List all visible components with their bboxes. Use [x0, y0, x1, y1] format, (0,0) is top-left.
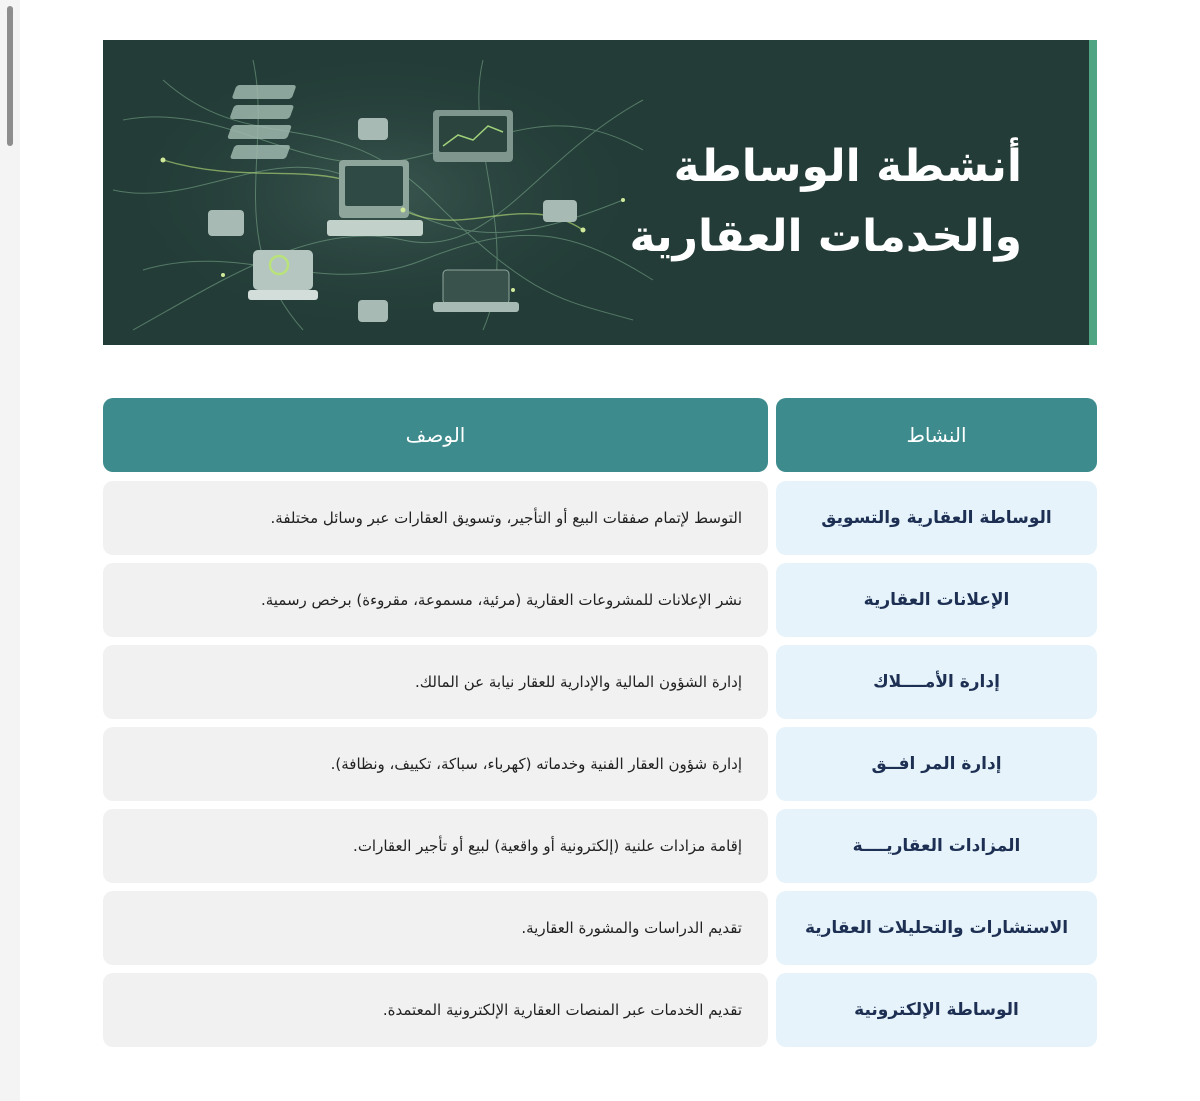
- table-row: [103, 481, 1097, 555]
- table-row: [103, 809, 1097, 883]
- banner-title: [502, 132, 1022, 272]
- header-banner: [103, 40, 1097, 345]
- activity-cell: الوساطة الإلكترونية: [776, 973, 1097, 1047]
- description-cell: تقديم الدراسات والمشورة العقارية.: [103, 891, 768, 965]
- activity-cell: المزادات العقاريــــة: [776, 809, 1097, 883]
- table-row: [103, 973, 1097, 1047]
- description-cell: إدارة شؤون العقار الفنية وخدماته (كهرباء، سباكة، تكييف، ونظافة).: [103, 727, 768, 801]
- table-row: [103, 891, 1097, 965]
- table-row: [103, 645, 1097, 719]
- activity-cell: إدارة الأمــــلاك: [776, 645, 1097, 719]
- activity-cell: الاستشارات والتحليلات العقارية: [776, 891, 1097, 965]
- banner-title-line-1: أنشطة الوساطة: [673, 141, 1022, 192]
- description-cell: التوسط لإتمام صفقات البيع أو التأجير، وتسويق العقارات عبر وسائل مختلفة.: [103, 481, 768, 555]
- table-row: [103, 563, 1097, 637]
- activity-cell: الوساطة العقارية والتسويق: [776, 481, 1097, 555]
- banner-accent-bar: [1089, 40, 1097, 345]
- table-header: [103, 398, 1097, 472]
- activities-table: [103, 398, 1097, 1055]
- header-description: الوصف: [103, 398, 768, 472]
- description-cell: إدارة الشؤون المالية والإدارية للعقار نيابة عن المالك.: [103, 645, 768, 719]
- banner-title-line-2: والخدمات العقارية: [629, 211, 1022, 262]
- table-row: [103, 727, 1097, 801]
- description-cell: نشر الإعلانات للمشروعات العقارية (مرئية، مسموعة، مقروءة) برخص رسمية.: [103, 563, 768, 637]
- description-cell: تقديم الخدمات عبر المنصات العقارية الإلكترونية المعتمدة.: [103, 973, 768, 1047]
- header-activity: النشاط: [776, 398, 1097, 472]
- scrollbar-thumb[interactable]: [7, 6, 13, 146]
- description-cell: إقامة مزادات علنية (إلكترونية أو واقعية) لبيع أو تأجير العقارات.: [103, 809, 768, 883]
- scrollbar[interactable]: [0, 0, 20, 1101]
- activity-cell: الإعلانات العقارية: [776, 563, 1097, 637]
- activity-cell: إدارة المر افــق: [776, 727, 1097, 801]
